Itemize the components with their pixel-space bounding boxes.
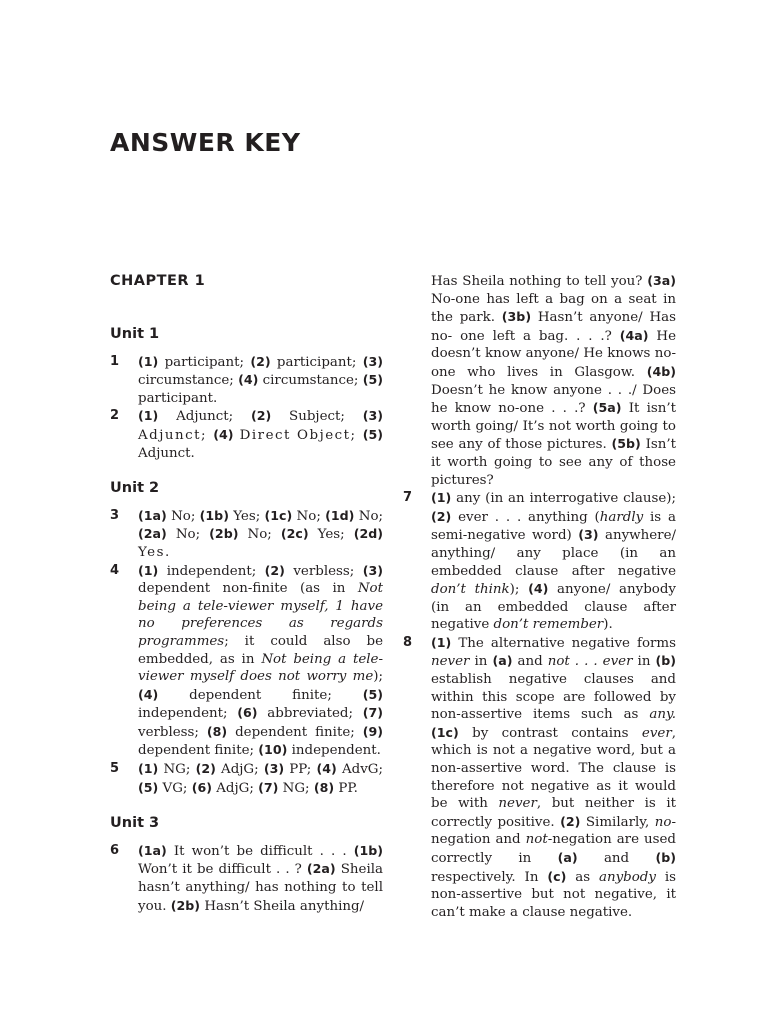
ref-label: (3) (578, 527, 599, 543)
answer-continuation: Has Sheila nothing to tell you? (3a) No-one has left a bag on a seat in the park. (3b) Hasn’t anyone/ Has no- one left a bag. . . .? (4a) He doesn’t know anyone/ He knows no-one who lives in Glasgow. (4b) Doesn’t he know anyone . . ./ Does he know no-one . . .? (5a) It isn’t worth going/ It’s not worth going to see any of those pictures. (5b) Isn’t it worth going to see any of those pictures? (431, 273, 676, 488)
ref-label: (1b) (353, 842, 383, 858)
answer-text: (1a) No; (1b) Yes; (1c) No; (1d) No; (2a) No; (2b) No; (2c) Yes; (2d) Yes. (138, 507, 384, 560)
spaced-text: Yes. (138, 544, 171, 560)
ref-label: (a) (492, 653, 513, 669)
ref-label: (5) (362, 372, 383, 388)
ref-label: (5a) (592, 400, 622, 416)
ref-label: (1a) (138, 842, 167, 858)
ref-label: (1c) (264, 507, 293, 523)
spaced-text: Direct Object; (233, 427, 363, 443)
ref-label: (3) (263, 761, 285, 777)
ref-label: (7) (258, 779, 279, 795)
unit-heading: Unit 2 (110, 480, 160, 497)
ref-label: (1) (431, 634, 452, 650)
ref-label: (b) (655, 850, 676, 865)
ref-label: (7) (362, 705, 383, 721)
answer-text: (1) The alternative negative forms never in (a) and not . . . ever in (b) establish negative clauses and within this scope are followed by non-assertive items such as any. (1c) by contrast contains ever, which is not a negative word, but a non-assertive word. The clause is therefore not negative as it would be with never, but neither is it correctly positive. (2) Similarly, no-negation and not-negation are used correctly in (a) and (b) respectively. In (c) as anybody is non-assertive but not negative, it can’t make a clause negative. (431, 634, 677, 920)
ref-label: (4) (213, 426, 234, 442)
ref-label: (9) (362, 723, 383, 739)
italic-text: hardly (599, 509, 644, 525)
ref-label: (1c) (431, 724, 459, 740)
italic-text: don’t remember (493, 617, 604, 633)
ref-label: (4a) (619, 327, 649, 343)
italic-text: not . . . ever (547, 654, 633, 670)
answer-item (110, 760, 383, 797)
ref-label: (2d) (353, 526, 383, 542)
ref-label: (6) (237, 705, 258, 721)
answer-text: (1) any (in an interrogative clause); (2) ever . . . anything (hardly is a semi-negative word) (3) anywhere/ anything/ any place (in an embedded clause after negative don’t think); (4) anyone/ anybody (in an embedded clause after negative don’t remember). (431, 490, 677, 633)
ref-label: (3a) (647, 273, 676, 288)
answer-number: 3 (110, 507, 120, 523)
ref-label: (2a) (306, 861, 336, 877)
answer-number: 8 (403, 634, 413, 650)
answer-number: 1 (110, 353, 120, 369)
ref-label: (1) (138, 353, 159, 369)
answer-text: (1) Adjunct; (2) Subject; (3) Adjunct; (4) Direct Object; (5) Adjunct. (138, 408, 383, 461)
ref-label: (1d) (325, 507, 355, 523)
italic-text: no (654, 814, 672, 830)
ref-label: (b) (655, 653, 677, 669)
ref-label: (2) (264, 562, 285, 578)
ref-label: (4) (138, 686, 159, 702)
ref-label: (1a) (138, 507, 167, 523)
ref-label: (2) (250, 353, 271, 369)
left-column (110, 272, 383, 915)
ref-label: (1b) (199, 507, 229, 523)
answer-text: (1) participant; (2) participant; (3) circumstance; (4) circumstance; (5) participant. (138, 353, 383, 406)
answer-item (403, 634, 676, 922)
ref-label: (6) (191, 779, 212, 795)
spaced-text: Adjunct; (138, 427, 214, 443)
italic-text: Not being a tele-viewer myself, 1 have no preferences as regards programmes (138, 581, 383, 649)
ref-label: (2) (560, 813, 581, 829)
ref-label: (3) (362, 353, 383, 369)
ref-label: (2) (195, 761, 216, 777)
page-title: ANSWER KEY (110, 128, 301, 157)
ref-label: (2b) (170, 897, 201, 913)
ref-label: (8) (206, 723, 228, 739)
ref-label: (2b) (209, 526, 239, 542)
italic-text: Not being a tele-viewer myself does not worry me (138, 651, 383, 685)
answer-text: (1) independent; (2) verbless; (3) dependent non-finite (as in Not being a tele-viewer myself, 1 have no preferences as regards programmes; it could also be embedded, as in Not being a tele-viewer myself does not worry me); (4) dependent finite; (5) independent; (6) abbreviated; (7) verbless; (8) dependent finite; (9) dependent finite; (10) independent. (138, 562, 383, 759)
answer-item (110, 353, 383, 408)
right-column (403, 272, 676, 921)
ref-label: (4) (316, 761, 337, 777)
answer-item (110, 842, 383, 915)
ref-label: (2) (431, 508, 452, 524)
ref-label: (2) (250, 408, 272, 424)
ref-label: (3b) (501, 309, 532, 325)
ref-label: (5) (138, 779, 159, 795)
ref-label: (5b) (611, 436, 641, 452)
answer-number: 5 (110, 761, 120, 777)
ref-label: (4b) (646, 363, 676, 379)
ref-label: (c) (547, 868, 567, 884)
ref-label: (a) (557, 850, 578, 865)
ref-label: (1) (138, 408, 159, 424)
ref-label: (8) (313, 779, 335, 795)
ref-label: (3) (362, 408, 383, 424)
ref-label: (1) (138, 562, 159, 578)
unit-heading: Unit 1 (110, 326, 160, 342)
italic-text: never (431, 654, 470, 670)
answer-text: (1) NG; (2) AdjG; (3) PP; (4) AdvG; (5) VG; (6) AdjG; (7) NG; (8) PP. (138, 761, 383, 796)
italic-text: ever (641, 725, 672, 741)
answer-item (403, 489, 676, 634)
italic-text: never (498, 796, 537, 812)
ref-label: (4) (528, 581, 549, 597)
ref-label: (2c) (280, 526, 309, 542)
italic-text: any. (649, 707, 676, 723)
italic-text: anybody (599, 869, 656, 885)
unit-heading: Unit 3 (110, 815, 160, 832)
ref-label: (3) (362, 562, 383, 578)
ref-label: (10) (258, 742, 288, 758)
italic-text: don’t think (431, 582, 510, 598)
answer-item (110, 407, 383, 462)
answer-item (110, 562, 383, 761)
answer-number: 4 (110, 562, 120, 578)
answer-number: 2 (110, 408, 120, 424)
chapter-heading: CHAPTER 1 (110, 273, 206, 289)
answer-number: 6 (110, 842, 120, 858)
answer-number: 7 (403, 490, 413, 506)
ref-label: (4) (238, 372, 259, 388)
italic-text: not (525, 832, 548, 848)
ref-label: (5) (362, 686, 383, 702)
ref-label: (1) (431, 490, 452, 506)
answer-text: (1a) It won’t be difficult . . . (1b) Won’t it be difficult . . ? (2a) Sheila hasn’t anything/ has nothing to tell you. (2b) Hasn’t Sheila anything/ (138, 842, 384, 914)
ref-label: (1) (138, 761, 159, 777)
answer-item (110, 507, 383, 562)
ref-label: (2a) (138, 526, 167, 542)
ref-label: (5) (362, 426, 383, 442)
